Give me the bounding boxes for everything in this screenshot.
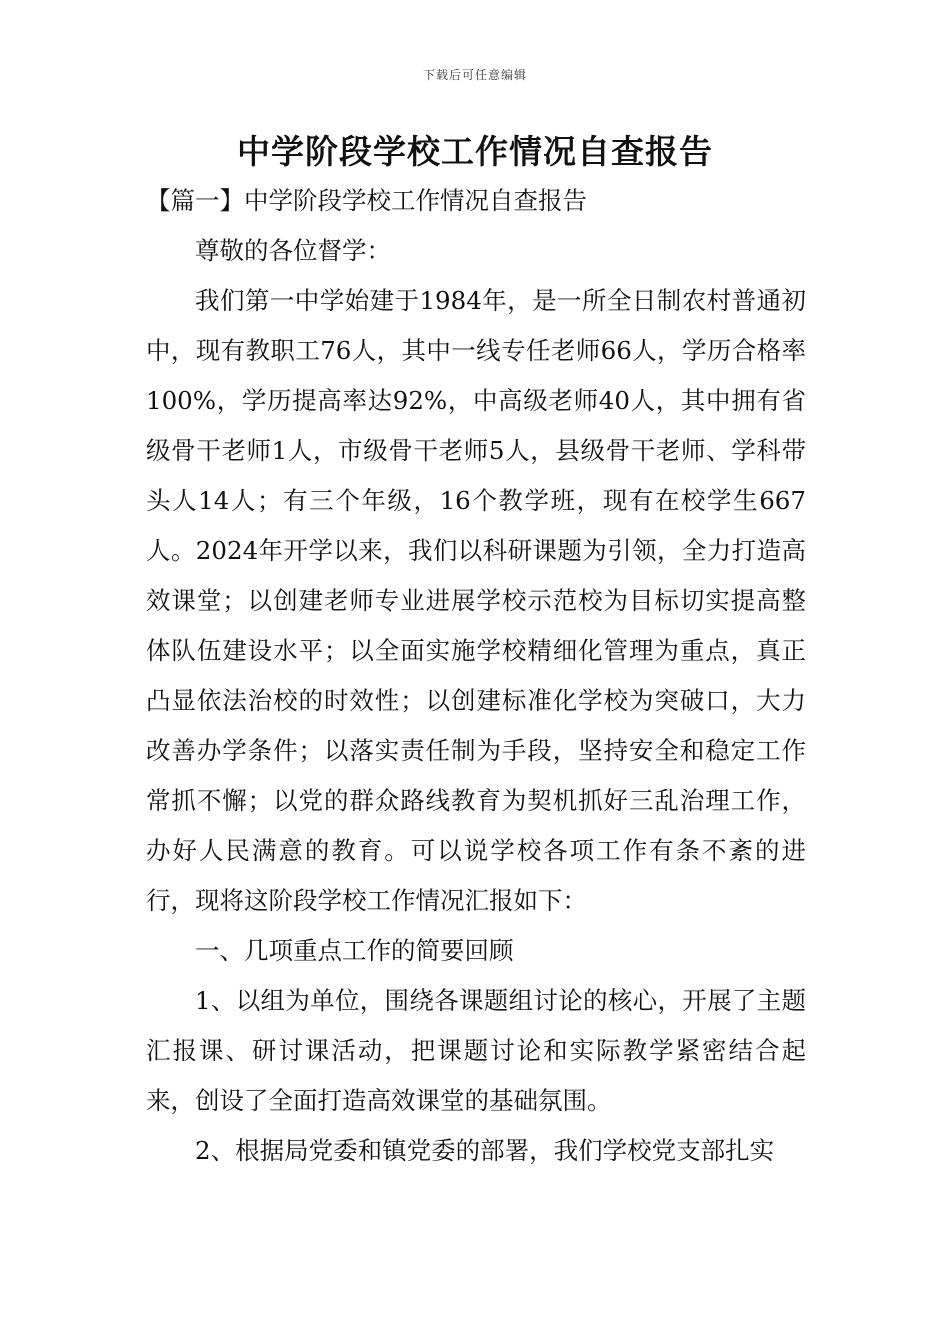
- paragraph-item-2: 2、根据局党委和镇党委的部署，我们学校党支部扎实: [195, 1136, 775, 1165]
- paragraph-item-1: 1、以组为单位，围绕各课题组讨论的核心，开展了主题汇报课、研讨课活动，把课题讨论和实际教学紧密结合起来，创设了全面打造高效课堂的基础氛围。: [146, 986, 806, 1115]
- document-body: [146, 176, 806, 1176]
- paragraph-intro: 我们第一中学始建于1984年，是一所全日制农村普通初中，现有教职工76人，其中一线专任老师66人，学历合格率100%，学历提高率达92%，中高级老师40人，其中拥有省级骨干老师1人，市级骨干老师5人，县级骨干老师、学科带头人14人；有三个年级，16个教学班，现有在校学生667人。2024年开学以来，我们以科研课题为引领，全力打造高效课堂；以创建老师专业进展学校示范校为目标切实提高整体队伍建设水平；以全面实施学校精细化管理为重点，真正凸显依法治校的时效性；以创建标准化学校为突破口，大力改善办学条件；以落实责任制为手段，坚持安全和稳定工作常抓不懈；以党的群众路线教育为契机抓好三乱治理工作，办好人民满意的教育。可以说学校各项工作有条不紊的进行，现将这阶段学校工作情况汇报如下：: [146, 286, 806, 915]
- section-label: 【篇一】中学阶段学校工作情况自查报告: [146, 186, 587, 215]
- header-note: 下载后可任意编辑: [422, 68, 527, 82]
- greeting: 尊敬的各位督学：: [195, 236, 391, 265]
- section-heading: 一、几项重点工作的简要回顾: [195, 936, 514, 965]
- document-title: 中学阶段学校工作情况自查报告: [237, 132, 713, 171]
